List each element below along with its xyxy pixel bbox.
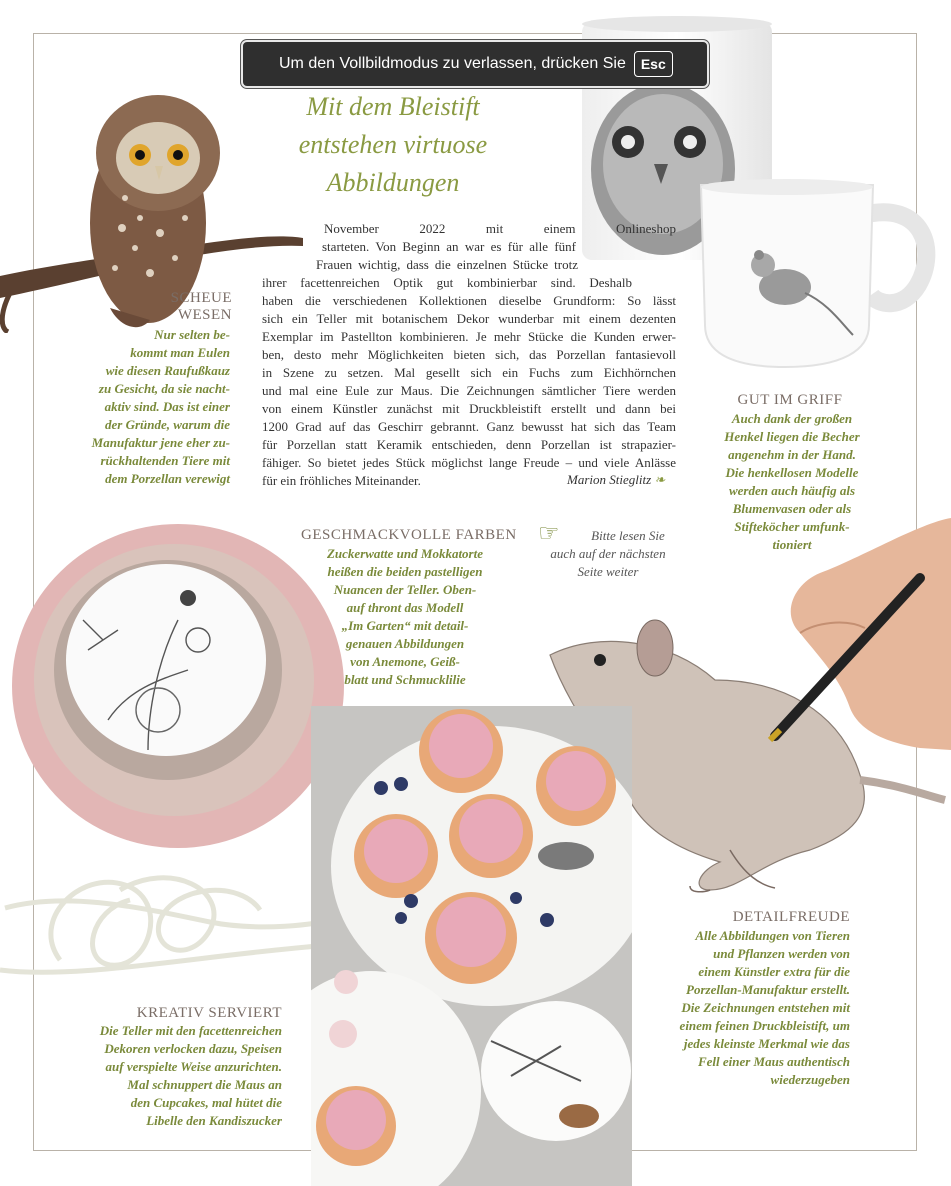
detail-heading: DETAILFREUDE xyxy=(732,909,850,925)
fullscreen-message: Um den Vollbildmodus zu verlassen, drücken Sie xyxy=(279,55,626,72)
body-line: von einem Künstler zunächst mit Druckbleistift erstellt und dann bei xyxy=(262,401,676,416)
kreativ-caption: Die Teller mit den facettenreichen Dekoren verlocken dazu, Speisen auf verspielte Weise anzurichten. Mal schnuppert die Maus an den Cupcakes, mal hütet die Libelle den Kandiszucker xyxy=(99,1023,282,1128)
body-line: 1200 Grad auf das Geschirr gebrannt. Ganz bewusst hat sich das Team xyxy=(262,419,676,434)
body-line: sich ein Teller mit botanischem Dekor wunderbar mit einem dezenten xyxy=(262,311,676,326)
body-line: haben die verschiedenen Kollektionen dieselbe Grundform: So lässt xyxy=(262,293,676,308)
body-line: Exemplar im Pastellton kombinieren. Je mehr Stücke die Kunden erwer- xyxy=(262,329,676,344)
article-body xyxy=(262,220,676,490)
scheue-heading: SCHEUE WESEN xyxy=(170,290,232,323)
fullscreen-exit-notice xyxy=(241,40,709,88)
author-signature xyxy=(567,472,665,488)
hand-with-pen xyxy=(740,518,951,758)
body-line: für ein fröhliches Miteinander. xyxy=(262,473,421,488)
griff-caption: Auch dank der großen Henkel liegen die Becher angenehm in der Hand. Die henkellosen Modelle werden auch häufig als Blumenvasen oder als Stifteköcher umfunk- tioniert xyxy=(724,411,860,552)
body-line: und mal eine Eule zur Maus. Die Zeichnungen sämtlicher Tiere werden xyxy=(262,383,676,398)
body-line: für Porzellan statt Keramik entschieden, denn Porzellan ist strapazier- xyxy=(262,437,676,452)
body-line: ben, desto mehr Möglichkeiten bieten sich, das Porzellan fantasievoll xyxy=(262,347,676,362)
author-name: Marion Stieglitz xyxy=(567,472,652,487)
leaf-ornament-icon: ❧ xyxy=(654,472,666,487)
griff-heading: GUT IM GRIFF xyxy=(737,392,843,408)
pink-plate-photo xyxy=(8,520,348,852)
calligraphic-flourish xyxy=(0,850,330,990)
body-line: ihrer facettenreichen Optik gut kombinierbar sind. Deshalb xyxy=(262,275,632,290)
body-line: in Szene zu setzen. Mal gesellt sich ein Fuchs zum Eichhörnchen xyxy=(262,365,676,380)
cupcakes-photo xyxy=(311,706,632,1186)
body-line: Frauen wichtig, dass die einzelnen Stücke trotz xyxy=(316,257,578,272)
kreativ-heading: KREATIV SERVIERT xyxy=(136,1005,282,1021)
owl-illustration xyxy=(0,58,305,333)
continue-note: Bitte lesen Sie auch auf der nächsten Seite weiter xyxy=(550,528,666,579)
farben-heading: GESCHMACKVOLLE FARBEN xyxy=(301,527,517,543)
body-line: fähiger. So bietet jedes Stück möglichst lange Freude – und viele Anlässe xyxy=(262,455,676,470)
detail-caption: Alle Abbildungen von Tieren und Pflanzen werden von einem Künstler extra für die Porzellan-Manufaktur erstellt. Die Zeichnungen entstehen mit einem feinen Druckbleistift, um jedes kleinste Merkmal wie das Fell einer Maus authentisch wiederzugeben xyxy=(679,928,850,1087)
pointing-hand-icon: ☞ xyxy=(538,521,560,547)
body-line: starteten. Von Beginn an war es für alle fünf xyxy=(322,239,576,254)
scheue-caption: Nur selten be- kommt man Eulen wie diesen Raufußkauz zu Gesicht, da sie nacht- aktiv sind. Das ist einer der Gründe, warum die Manufaktur jene eher zu- rückhaltenden Tiere mit dem Porzellan verewigt xyxy=(91,327,230,486)
esc-key-badge[interactable]: Esc xyxy=(634,51,673,77)
article-title: Mit dem Bleistift entstehen virtuose Abbildungen xyxy=(298,92,488,197)
farben-caption: Zuckerwatte und Mokkatorte heißen die beiden pastelligen Nuancen der Teller. Oben- auf thront das Modell „Im Garten“ mit detail- genauen Abbildungen von Anemone, Geiß- blatt und Schmucklilie xyxy=(326,546,483,687)
body-line: November 2022 mit einem Onlineshop xyxy=(324,221,676,236)
mouse-mug-photo xyxy=(693,175,938,370)
